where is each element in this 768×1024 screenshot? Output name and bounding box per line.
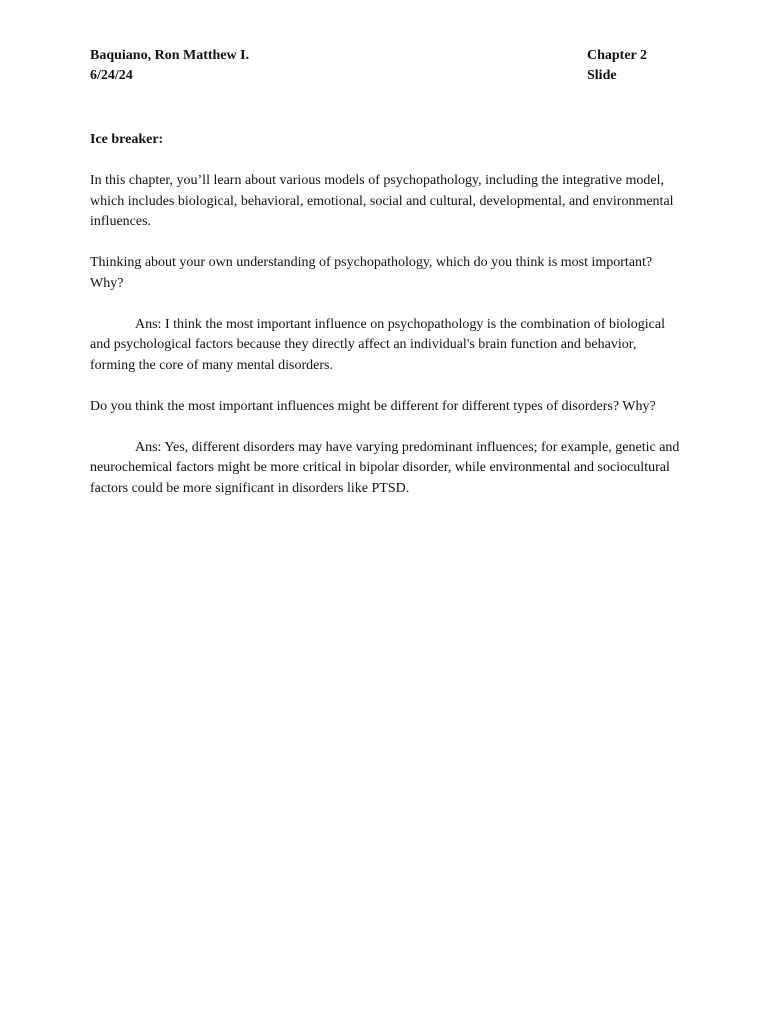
question-2: Do you think the most important influences might be different for different types of disorders? Why? (90, 398, 656, 414)
question-1: Thinking about your own understanding of psychopathology, which do you think is most important? Why? (90, 255, 653, 291)
header-left (90, 46, 249, 86)
answer-1: Ans: I think the most important influence on psychopathology is the combination of biological and psychological factors because they directly affect an individual's brain function and behavior, forming the core of many mental disorders. (90, 316, 665, 373)
section-heading: Ice breaker: (90, 132, 164, 147)
answer-2: Ans: Yes, different disorders may have varying predominant influences; for example, genetic and neurochemical factors might be more critical in bipolar disorder, while environmental and sociocultural factors could be more significant in disorders like PTSD. (90, 439, 680, 496)
intro-paragraph: In this chapter, you’ll learn about various models of psychopathology, including the integrative model, which includes biological, behavioral, emotional, social and cultural, developmental, and environmental influences. (90, 173, 674, 229)
header-right (587, 46, 647, 86)
document-body (90, 130, 680, 520)
document-date: 6/24/24 (90, 68, 133, 83)
document-type: Slide (587, 68, 617, 83)
chapter-label: Chapter 2 (587, 48, 648, 63)
author-name: Baquiano, Ron Matthew I. (90, 48, 250, 63)
